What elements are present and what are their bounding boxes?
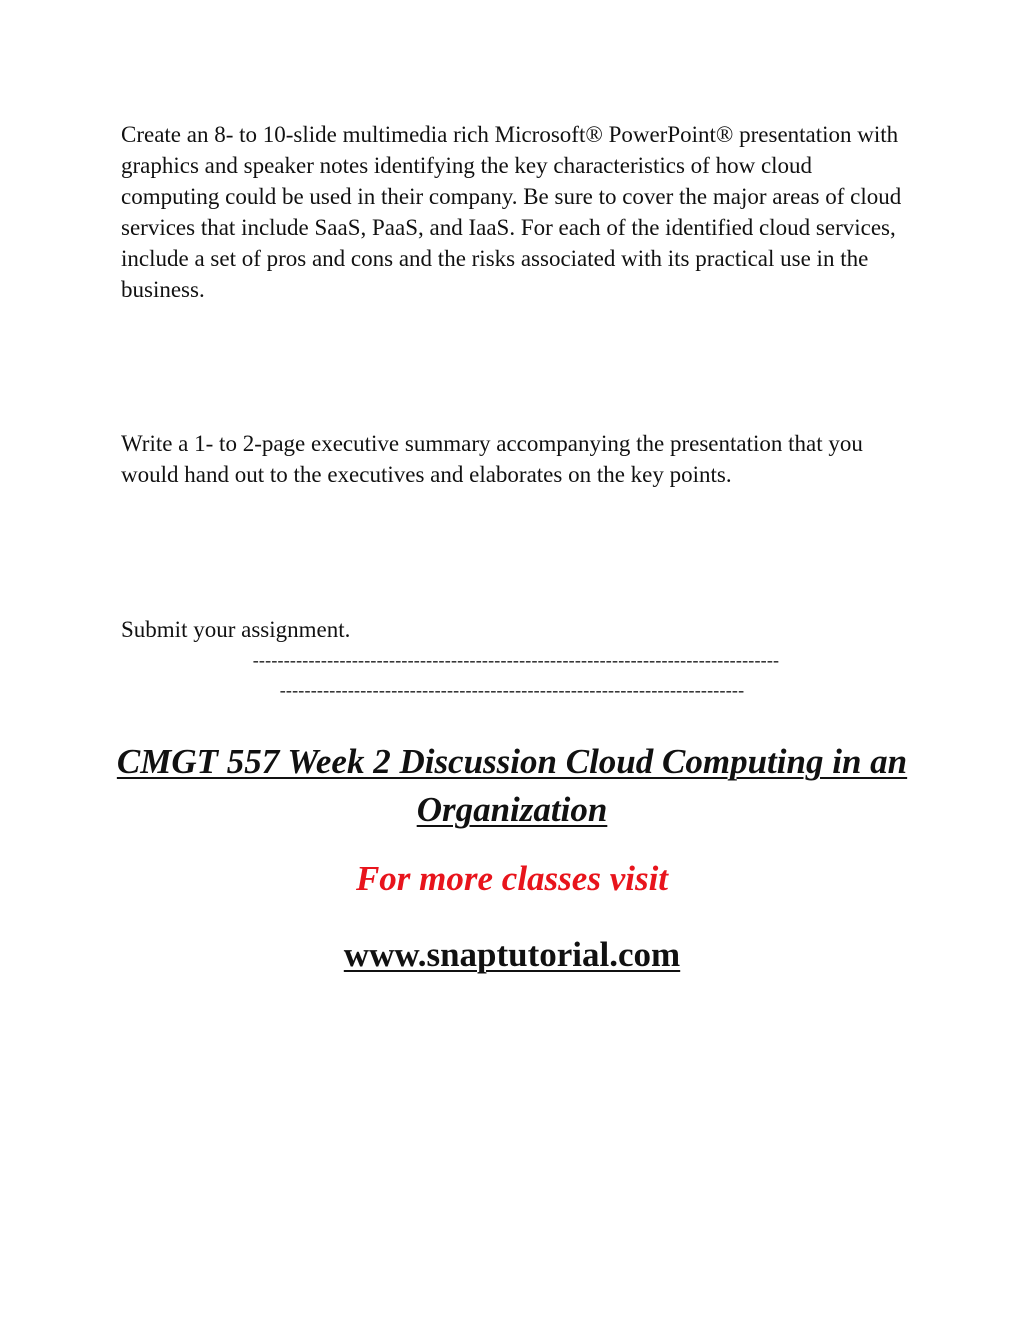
visit-text: For more classes visit (355, 859, 669, 898)
separator-line-2: --------------------------------------------------------------------------- (279, 680, 745, 700)
separator-line-1: ------------------------------------------------------------------------------------- (252, 650, 780, 670)
presentation-instructions: Create an 8- to 10-slide multimedia rich Microsoft® PowerPoint® presentation with graphics and speaker notes identifying the key characteristics of how cloud computing could be used in their company. Be sure to cover the major areas of cloud services that include SaaS, PaaS, and IaaS. For each of the identified cloud services, include a set of pros and cons and the risks associated with its practical use in the business. (121, 122, 902, 302)
website-link[interactable]: www.snaptutorial.com (343, 935, 681, 974)
summary-instructions: Write a 1- to 2-page executive summary accompanying the presentation that you would hand out to the executives and elaborates on the key points. (121, 431, 863, 487)
submit-instructions: Submit your assignment. (121, 617, 351, 642)
course-heading: CMGT 557 Week 2 Discussion Cloud Computing in an Organization (116, 742, 908, 829)
